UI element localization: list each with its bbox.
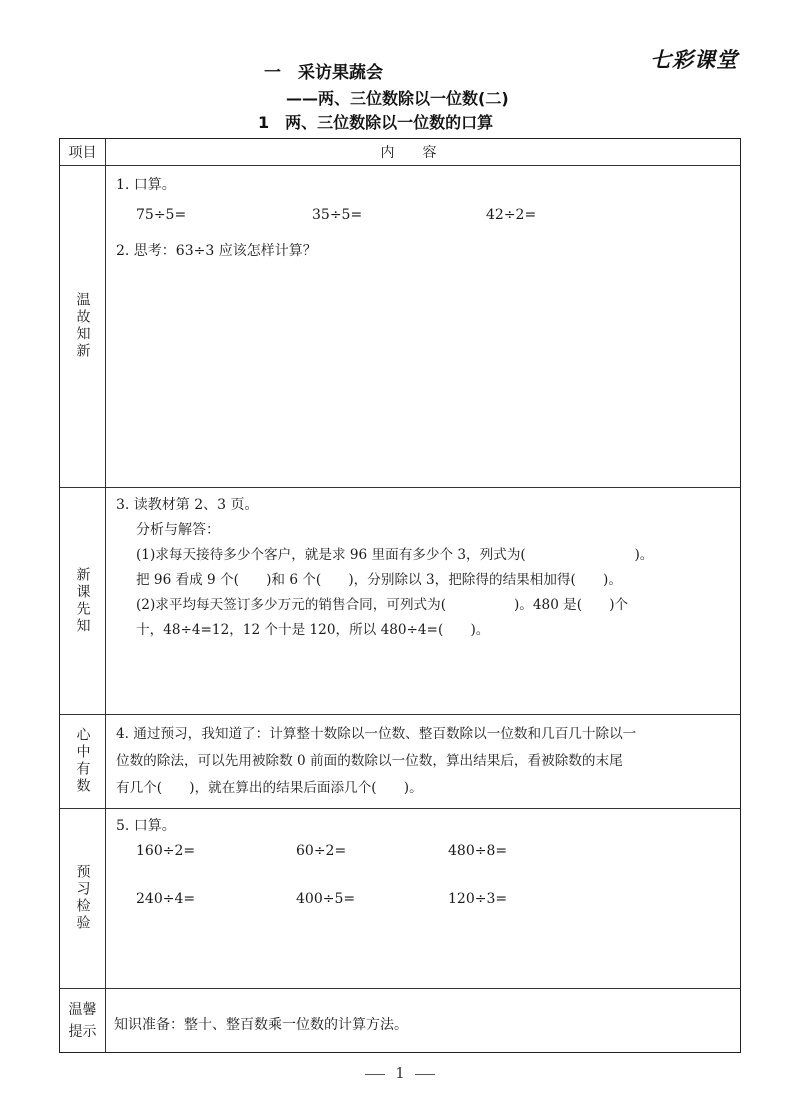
- row-label-preview-check: 预习检验: [74, 864, 91, 932]
- row-divider: [60, 487, 740, 488]
- q2-text: 2. 思考：63÷3 应该怎样计算？: [116, 243, 317, 259]
- tip-text: 知识准备：整十、整百数乘一位数的计算方法。: [114, 1017, 408, 1033]
- row-divider: [60, 808, 740, 809]
- q4-line: 有几个( )，就在算出的结果后面添几个( )。: [116, 780, 423, 796]
- q1-item: 35÷5=: [312, 207, 363, 223]
- row-divider: [60, 714, 740, 715]
- logo-text: 七彩课堂: [650, 48, 738, 72]
- q1-item: 42÷2=: [486, 207, 537, 223]
- dash-left: [365, 1074, 385, 1075]
- lesson-title: 1 两、三位数除以一位数的口算: [258, 113, 494, 132]
- q5-item: 160÷2=: [136, 843, 196, 859]
- q1-item: 75÷5=: [136, 207, 187, 223]
- row-label-review: 温故知新: [74, 292, 91, 360]
- unit-title: 一 采访果蔬会: [264, 63, 383, 83]
- q3-title: 3. 读教材第 2、3 页。: [116, 497, 259, 513]
- q5-title: 5. 口算。: [116, 818, 176, 834]
- q3-line: (1)求每天接待多少个客户，就是求 96 里面有多少个 3，列式为( )。: [136, 547, 654, 563]
- q1-title: 1. 口算。: [116, 177, 176, 193]
- row-divider: [60, 165, 740, 166]
- column-divider: [105, 139, 106, 1052]
- header-item: 项目: [68, 145, 97, 161]
- page-number: 1: [0, 1064, 800, 1082]
- q5-item: 60÷2=: [296, 843, 347, 859]
- q4-line: 4. 通过预习，我知道了：计算整十数除以一位数、整百数除以一位数和几百几十除以一: [116, 726, 637, 742]
- sub-title: ——两、三位数除以一位数(二): [286, 89, 509, 108]
- q5-item: 120÷3=: [448, 891, 508, 907]
- q5-item: 240÷4=: [136, 891, 196, 907]
- q3-line: (2)求平均每天签订多少万元的销售合同，可列式为( )。480 是( )个: [136, 597, 629, 613]
- q3-line: 十，48÷4=12，12 个十是 120，所以 480÷4=( )。: [136, 622, 490, 638]
- row-divider: [60, 988, 740, 989]
- row-label-mindful: 心中有数: [74, 727, 91, 795]
- q3-analysis: 分析与解答：: [136, 522, 220, 538]
- dash-right: [415, 1074, 435, 1075]
- row-label-new-lesson: 新课先知: [74, 566, 91, 635]
- q5-item: 480÷8=: [448, 843, 508, 859]
- brand-logo: [650, 44, 760, 70]
- row-label-tips: 温馨提示: [68, 1002, 97, 1040]
- header-content: 内容: [380, 145, 465, 161]
- q3-line: 把 96 看成 9 个( )和 6 个( )，分别除以 3，把除得的结果相加得( )。: [136, 572, 622, 588]
- q4-line: 位数的除法，可以先用被除数 0 前面的数除以一位数，算出结果后，看被除数的末尾: [116, 753, 623, 769]
- worksheet-table: [59, 138, 741, 1053]
- q5-item: 400÷5=: [296, 891, 356, 907]
